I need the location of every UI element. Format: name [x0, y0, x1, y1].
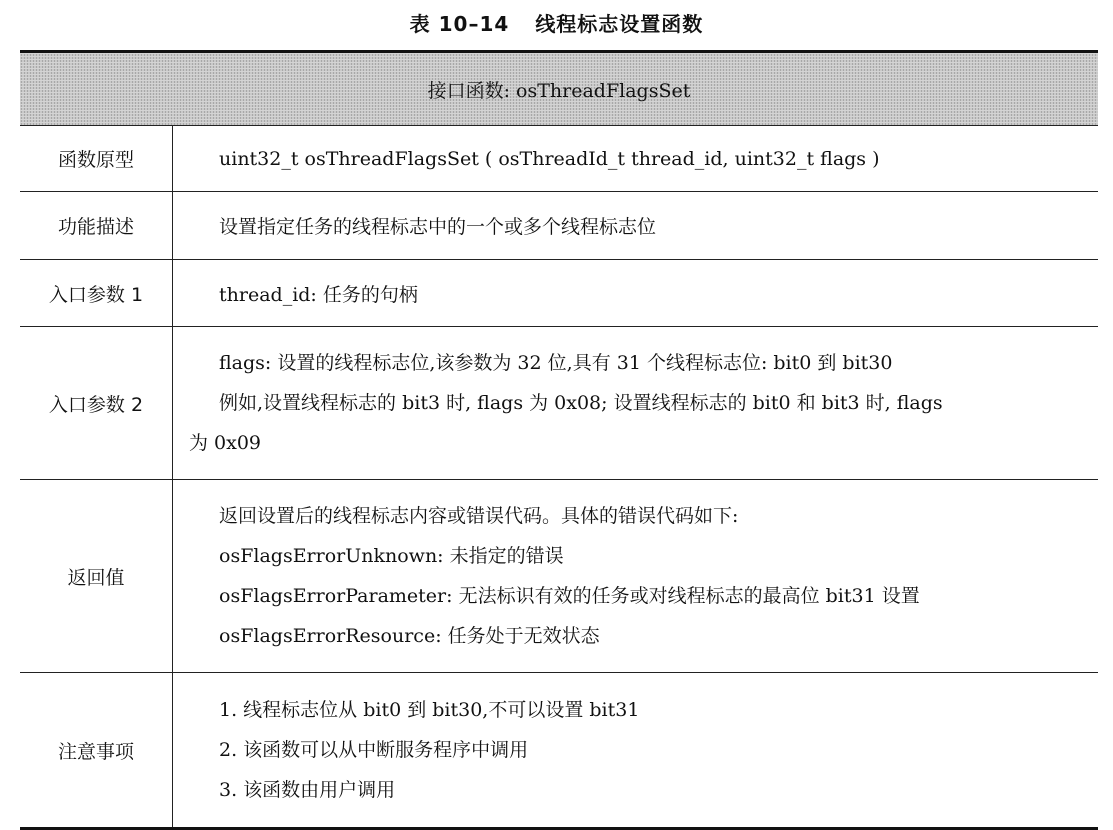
return-row — [20, 480, 1098, 673]
header-row — [20, 52, 1098, 126]
notes-line-3: 3. 该函数由用户调用 — [219, 779, 396, 801]
return-line-1: 返回设置后的线程标志内容或错误代码。具体的错误代码如下: — [219, 505, 739, 527]
return-label: 返回值 — [20, 480, 173, 673]
description-text: 设置指定任务的线程标志中的一个或多个线程标志位 — [173, 192, 1099, 260]
table-number: 表 10–14 — [409, 12, 510, 36]
description-label: 功能描述 — [20, 192, 173, 260]
param2-line-2: 例如,设置线程标志的 bit3 时, flags 为 0x08; 设置线程标志的 bit0 和 bit3 时, flags — [219, 392, 943, 414]
prototype-text: uint32_t osThreadFlagsSet ( osThreadId_t thread_id, uint32_t flags ) — [173, 126, 1099, 192]
notes-label: 注意事项 — [20, 673, 173, 829]
description-row — [20, 192, 1098, 260]
prototype-label: 函数原型 — [20, 126, 173, 192]
param1-text: thread_id: 任务的句柄 — [173, 260, 1099, 327]
param1-row — [20, 260, 1098, 327]
table-caption — [0, 8, 1113, 37]
param2-line-1: flags: 设置的线程标志位,该参数为 32 位,具有 31 个线程标志位: bit0 到 bit30 — [219, 352, 893, 374]
param2-line-3: 为 0x09 — [189, 432, 262, 454]
param1-label: 入口参数 1 — [20, 260, 173, 327]
return-line-2: osFlagsErrorUnknown: 未指定的错误 — [219, 545, 564, 567]
return-line-4: osFlagsErrorResource: 任务处于无效状态 — [219, 625, 600, 647]
notes-content — [173, 673, 1099, 829]
param2-label: 入口参数 2 — [20, 327, 173, 480]
table-title: 线程标志设置函数 — [535, 12, 704, 36]
interface-header: 接口函数: osThreadFlagsSet — [20, 52, 1098, 126]
return-line-3: osFlagsErrorParameter: 无法标识有效的任务或对线程标志的最高位 bit31 设置 — [219, 585, 920, 607]
notes-line-1: 1. 线程标志位从 bit0 到 bit30,不可以设置 bit31 — [219, 699, 640, 721]
notes-row — [20, 673, 1098, 829]
notes-line-2: 2. 该函数可以从中断服务程序中调用 — [219, 739, 529, 761]
param2-row — [20, 327, 1098, 480]
param2-content — [173, 327, 1099, 480]
return-content — [173, 480, 1099, 673]
api-table — [20, 50, 1098, 830]
prototype-row — [20, 126, 1098, 192]
